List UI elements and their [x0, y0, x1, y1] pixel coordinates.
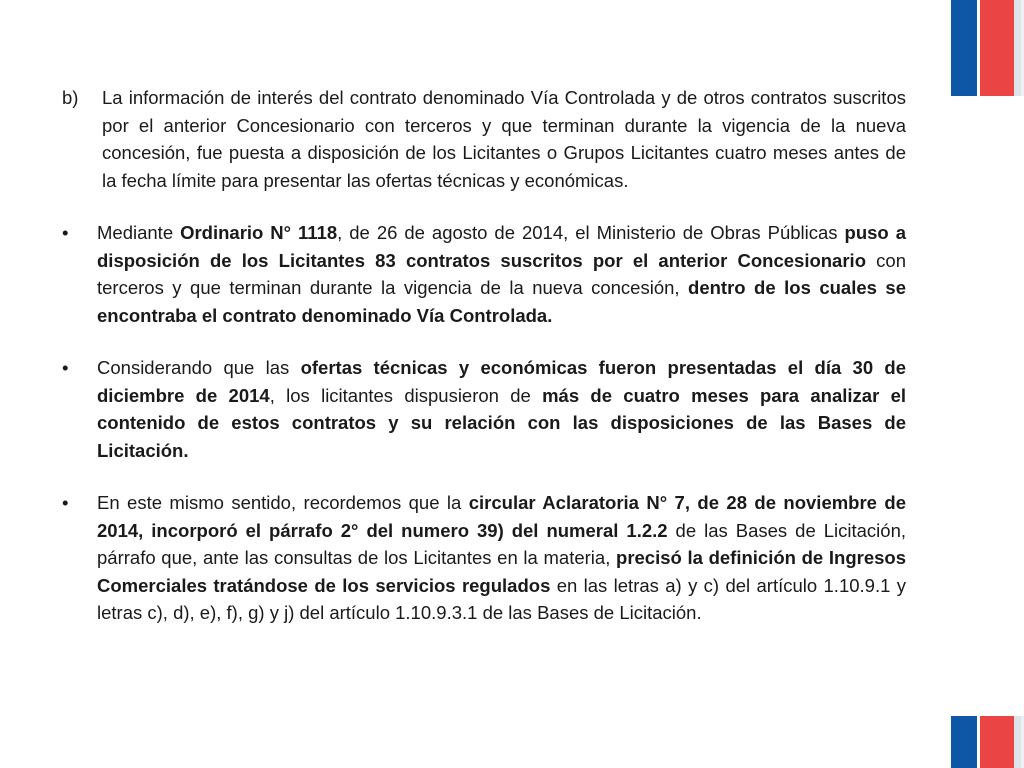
text-segment-bold: precisó la definición de Ingresos Comerciales tratándose de los servicios regulados [97, 547, 906, 596]
bullet-marker: • [62, 492, 69, 513]
flag-red-stripe [980, 0, 1014, 96]
text-segment: de las Bases de Licitación, párrafo que, ante las consultas de los Licitantes en la materia, [97, 519, 907, 568]
text-segment-bold: dentro de los cuales se encontraba el contrato denominado Vía Controlada. [97, 277, 906, 326]
flag-blue-stripe [951, 0, 977, 96]
bullet-item [62, 354, 906, 464]
flag-red-stripe [980, 716, 1014, 768]
text-segment-bold: ofertas técnicas y económicas fueron presentadas el día 30 de diciembre de 2014 [97, 357, 906, 406]
item-marker: b) [62, 87, 79, 108]
flag-stripes-top [951, 0, 1024, 96]
text-segment: En este mismo sentido, recordemos que la [97, 492, 469, 513]
text-segment-bold: Ordinario N° 1118 [180, 222, 338, 243]
text-segment-bold: circular Aclaratoria N° 7, de 28 de noviembre de 2014, incorporó el párrafo 2° del numero 39) del numeral 1.2.2 [97, 492, 906, 541]
bullet-text [97, 489, 906, 627]
text-segment: con terceros y que terminan durante la vigencia de la nueva concesión, [97, 249, 907, 298]
bullet-text [97, 219, 906, 329]
item-b-text: La información de interés del contrato denominado Vía Controlada y de otros contratos suscritos por el anterior Concesionario con terceros y que terminan durante la vigencia de la nueva concesión, fue puesta a disposición de los Licitantes o Grupos Licitantes cuatro meses antes de la fecha límite para presentar las ofertas técnicas y económicas. [102, 87, 906, 191]
bullet-marker: • [62, 222, 69, 243]
text-segment: Considerando que las [97, 357, 301, 378]
bullet-item [62, 219, 906, 329]
flag-blue-stripe [951, 716, 977, 768]
text-segment: en las letras a) y c) del artículo 1.10.9.1 y letras c), d), e), f), g) y j) del artículo 1.10.9.3.1 de las Bases de Licitación. [97, 574, 906, 623]
text-segment: Mediante [97, 222, 181, 243]
bullet-item [62, 489, 906, 627]
bullet-text [97, 354, 906, 464]
text-segment-bold: puso a disposición de los Licitantes 83 contratos suscritos por el anterior Concesionario [97, 222, 906, 271]
item-b [62, 84, 906, 194]
text-segment-bold: más de cuatro meses para analizar el contenido de estos contratos y su relación con las disposiciones de las Bases de Licitación. [97, 384, 906, 461]
flag-stripes-bottom [951, 716, 1024, 768]
slide-content [62, 84, 906, 652]
bullet-marker: • [62, 357, 69, 378]
text-segment: , de 26 de agosto de 2014, el Ministerio de Obras Públicas [337, 222, 845, 243]
text-segment: , los licitantes dispusieron de [269, 384, 543, 406]
